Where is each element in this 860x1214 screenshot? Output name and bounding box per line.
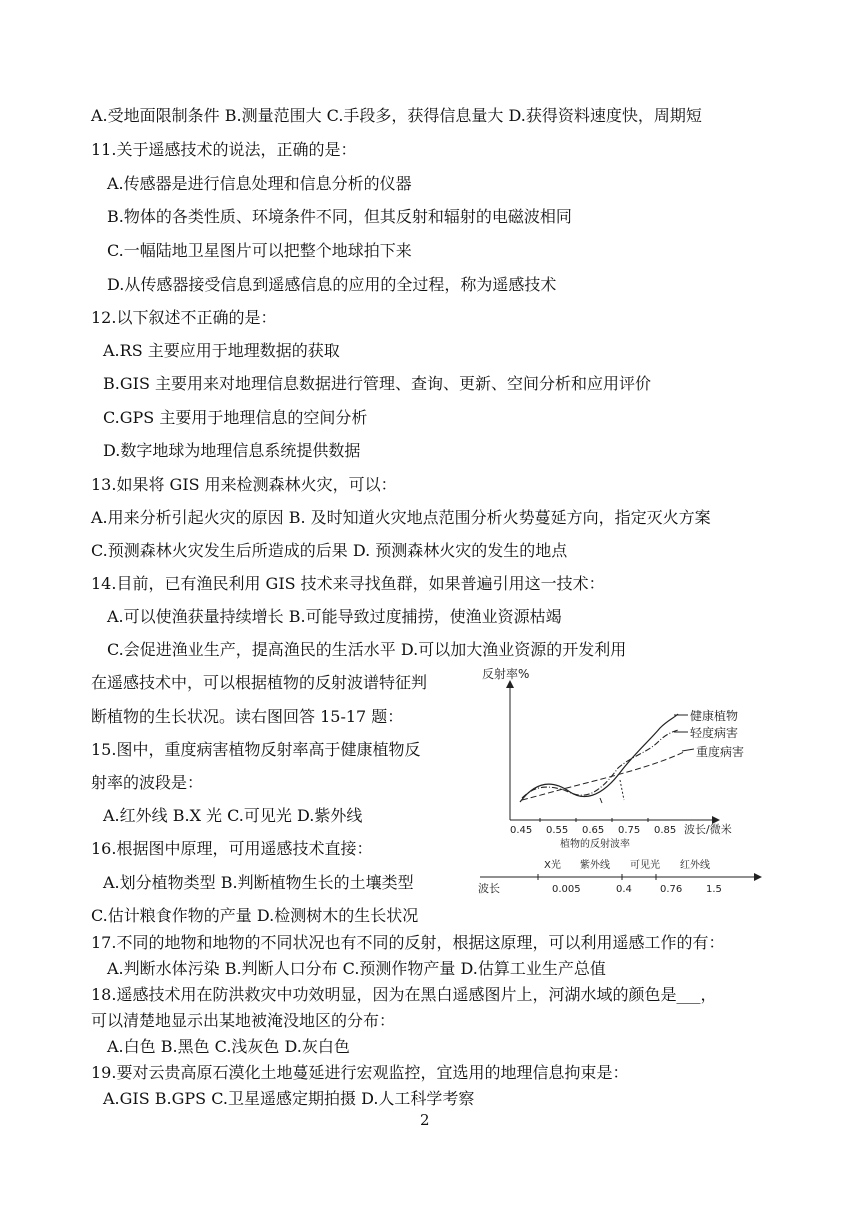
text-line: A.受地面限制条件 B.测量范围大 C.手段多，获得信息量大 D.获得资料速度快，周期短 (91, 106, 702, 125)
scale-value: 0.4 (616, 884, 632, 895)
page-number: 2 (420, 1111, 430, 1129)
question-18-cont: 可以清楚地显示出某地被淹没地区的分布： (91, 1011, 396, 1030)
option-line: C.预测森林火灾发生后所造成的后果 D. 预测森林火灾的发生的地点 (91, 541, 568, 560)
option-line: C.GPS 主要用于地理信息的空间分析 (103, 408, 368, 427)
option-line: B.GIS 主要用来对地理信息数据进行管理、查询、更新、空间分析和应用评价 (103, 374, 651, 393)
scale-band: X光 (544, 860, 561, 871)
option-line: A.可以使渔获量持续增长 B.可能导致过度捕捞，使渔业资源枯竭 (107, 607, 562, 626)
option-line: A.用来分析引起火灾的原因 B. 及时知道火灾地点范围分析火势蔓延方向，指定灭火方案 (91, 508, 711, 527)
question-13: 13.如果将 GIS 用来检测森林火灾，可以： (91, 475, 397, 494)
option-line: C.会促进渔业生产，提高渔民的生活水平 D.可以加大渔业资源的开发利用 (107, 640, 627, 659)
x-tick: 0.65 (582, 825, 605, 836)
scale-band: 紫外线 (580, 860, 610, 871)
question-15: 15.图中，重度病害植物反射率高于健康植物反 (91, 740, 421, 759)
legend-severe: 重度病害 (696, 745, 745, 759)
scale-band: 可见光 (630, 860, 660, 871)
option-line: D.从传感器接受信息到遥感信息的应用的全过程，称为遥感技术 (107, 275, 557, 294)
question-15-cont: 射率的波段是： (91, 773, 204, 792)
x-tick: 0.75 (618, 825, 641, 836)
severe-curve (522, 752, 684, 800)
x-axis-label: 波长/微米 (684, 823, 732, 836)
reflectance-figure (478, 660, 768, 900)
option-line: A.红外线 B.X 光 C.可见光 D.紫外线 (103, 806, 363, 825)
scale-title: 波长 (478, 882, 500, 895)
option-line: A.白色 B.黑色 C.浅灰色 D.灰白色 (107, 1037, 350, 1056)
option-line: A.RS 主要应用于地理数据的获取 (103, 341, 340, 360)
question-11: 11.关于遥感技术的说法，正确的是： (91, 140, 357, 159)
scale-value: 1.5 (706, 884, 722, 895)
option-line: A.GIS B.GPS C.卫星遥感定期拍摄 D.人工科学考察 (103, 1089, 475, 1108)
scale-band: 红外线 (680, 860, 710, 871)
x-tick: 0.85 (654, 825, 677, 836)
intro-line: 断植物的生长状况。读右图回答 15-17 题： (91, 707, 404, 726)
question-16: 16.根据图中原理，可用遥感技术直接： (91, 839, 373, 858)
x-tick: 0.45 (510, 825, 533, 836)
question-14: 14.目前，已有渔民利用 GIS 技术来寻找鱼群，如果普遍引用这一技术： (91, 574, 605, 593)
legend-mild: 轻度病害 (690, 726, 739, 740)
option-line: A.判断水体污染 B.判断人口分布 C.预测作物产量 D.估算工业生产总值 (107, 959, 606, 978)
option-line: C.一幅陆地卫星图片可以把整个地球拍下来 (107, 241, 412, 260)
option-line: A.传感器是进行信息处理和信息分析的仪器 (107, 174, 412, 193)
question-17: 17.不同的地物和地物的不同状况也有不同的反射，根据这原理，可以利用遥感工作的有： (91, 933, 725, 952)
option-line: B.物体的各类性质、环境条件不同，但其反射和辐射的电磁波相同 (107, 207, 572, 226)
question-19: 19.要对云贵高原石漠化土地蔓延进行宏观监控，宜选用的地理信息拘束是： (91, 1063, 629, 1082)
legend-healthy: 健康植物 (690, 709, 739, 723)
scale-value: 0.005 (552, 884, 581, 895)
question-18: 18.遥感技术用在防洪救灾中功效明显，因为在黑白遥感图片上，河湖水域的颜色是___， (91, 985, 717, 1004)
option-line: A.划分植物类型 B.判断植物生长的土壤类型 (103, 873, 414, 892)
intro-line: 在遥感技术中，可以根据植物的反射波谱特征判 (91, 673, 428, 692)
option-line: C.估计粮食作物的产量 D.检测树木的生长状况 (91, 906, 419, 925)
y-axis-label: 反射率% (482, 667, 530, 681)
scale-value: 0.76 (660, 884, 683, 895)
x-tick: 0.55 (546, 825, 569, 836)
x-ticks (510, 825, 676, 836)
option-line: D.数字地球为地理信息系统提供数据 (103, 441, 361, 460)
figure-caption: 植物的反射波率 (560, 839, 630, 850)
question-12: 12.以下叙述不正确的是： (91, 308, 277, 327)
